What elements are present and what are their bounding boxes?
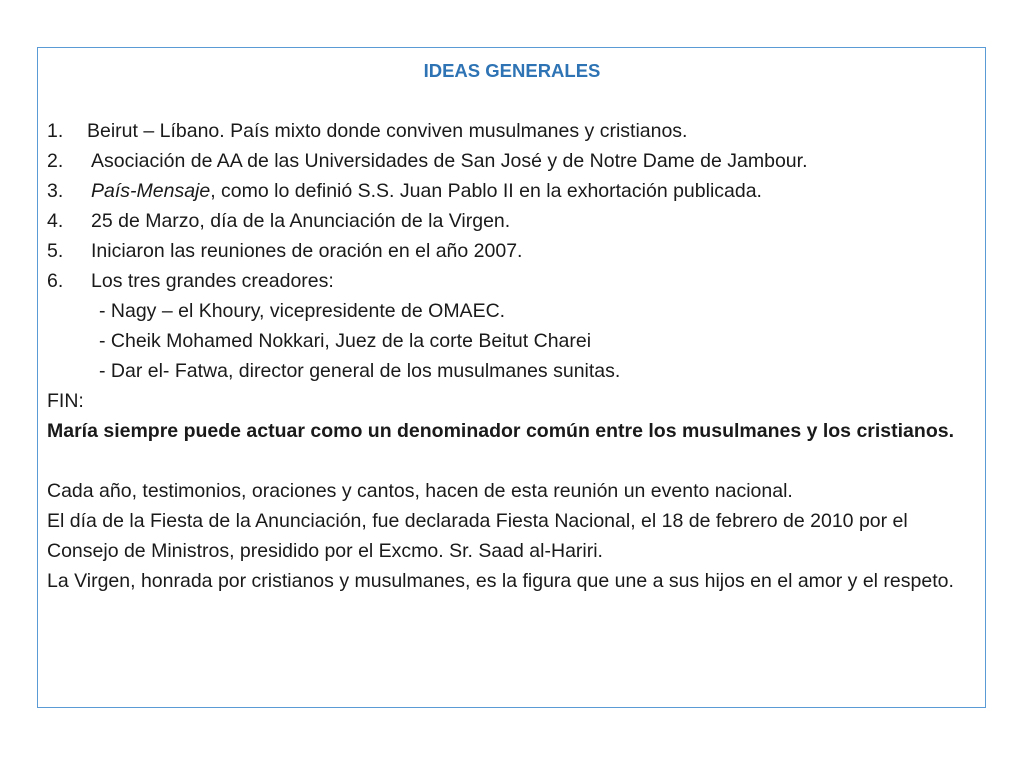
creator-item: - Nagy – el Khoury, vicepresidente de OMAEC. <box>99 300 506 322</box>
list-number: 5. <box>47 240 64 262</box>
paragraph: La Virgen, honrada por cristianos y musulmanes, es la figura que une a sus hijos en el amor y el respeto. <box>47 570 954 592</box>
fin-label: FIN: <box>47 390 84 412</box>
list-item <box>47 236 977 266</box>
list-number: 6. <box>47 270 64 292</box>
list-text: Beirut – Líbano. País mixto donde conviven musulmanes y cristianos. <box>87 120 688 142</box>
list-text: 25 de Marzo, día de la Anunciación de la Virgen. <box>91 210 511 232</box>
list-text: Asociación de AA de las Universidades de San José y de Notre Dame de Jambour. <box>91 150 808 172</box>
list-number: 3. <box>47 180 64 202</box>
list-item <box>47 116 977 146</box>
list-text: , como lo definió S.S. Juan Pablo II en la exhortación publicada. <box>210 180 762 202</box>
list-item <box>47 206 977 236</box>
list-item <box>47 176 977 206</box>
list-item <box>47 146 977 176</box>
spacer <box>47 446 977 476</box>
list-number: 2. <box>47 150 64 172</box>
list-number: 1. <box>47 120 64 142</box>
list-text: Los tres grandes creadores: <box>91 270 334 292</box>
list-text: Iniciaron las reuniones de oración en el año 2007. <box>91 240 523 262</box>
creator-item: - Cheik Mohamed Nokkari, Juez de la corte Beitut Charei <box>99 330 592 352</box>
list-italic-text: País-Mensaje <box>91 180 211 202</box>
list-item <box>47 266 977 296</box>
creator-item: - Dar el- Fatwa, director general de los musulmanes sunitas. <box>99 360 621 382</box>
list-number: 4. <box>47 210 64 232</box>
conclusion-text: María siempre puede actuar como un denominador común entre los musulmanes y los cristianos. <box>47 420 954 442</box>
content-body <box>47 56 977 596</box>
paragraph: El día de la Fiesta de la Anunciación, fue declarada Fiesta Nacional, el 18 de febrero de 2010 por el Consejo de Ministros, presidido por el Excmo. Sr. Saad al-Hariri. <box>47 510 908 562</box>
paragraph: Cada año, testimonios, oraciones y cantos, hacen de esta reunión un evento nacional. <box>47 480 793 502</box>
page-title: IDEAS GENERALES <box>423 60 601 81</box>
